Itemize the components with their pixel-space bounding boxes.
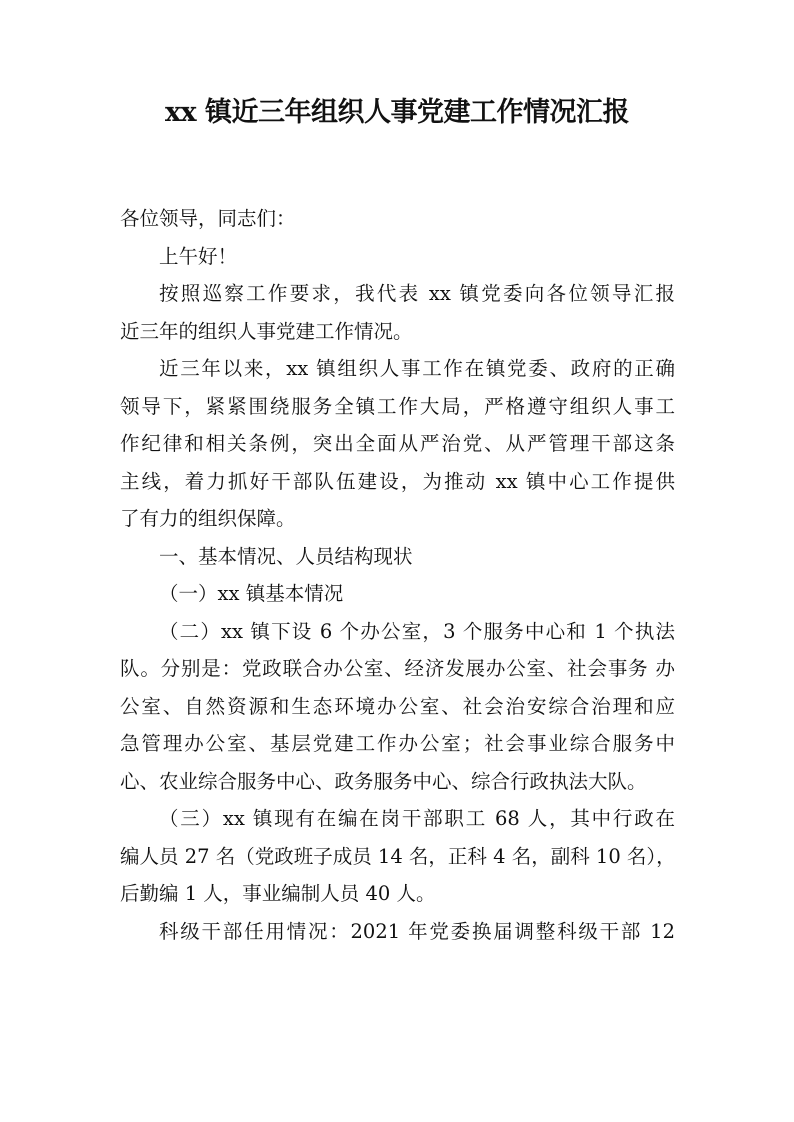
- paragraph-staff: [120, 800, 675, 913]
- paragraph-line: 科级干部任用情况：2021 年党委换届调整科级干部 12: [159, 919, 675, 943]
- greeting-line: 上午好！: [159, 244, 238, 268]
- paragraph-line: 近三年以来，xx 镇组织人事工作在镇党委、政府的正确: [159, 357, 675, 380]
- section-heading-line: 一、基本情况、人员结构现状: [159, 544, 413, 568]
- paragraph-line: 公室、自然资源和生态环境办公室、社会治安综合治理和应: [120, 694, 675, 718]
- paragraph-line: （二）xx 镇下设 6 个办公室，3 个服务中心和 1 个执法: [159, 619, 675, 643]
- paragraph-overview: [120, 350, 675, 538]
- section-heading: [120, 538, 675, 576]
- paragraph-line: 心、农业综合服务中心、政务服务中心、综合行政执法大队。: [120, 769, 647, 793]
- paragraph-line: 编人员 27 名（党政班子成员 14 名，正科 4 名，副科 10 名），: [120, 844, 676, 868]
- paragraph-line: 后勤编 1 人，事业编制人员 40 人。: [120, 882, 436, 905]
- paragraph-line: 近三年的组织人事党建工作情况。: [120, 319, 413, 343]
- salutation-line: 各位领导，同志们：: [120, 207, 296, 230]
- subsection-heading-line: （一）xx 镇基本情况: [159, 582, 344, 605]
- paragraph-line: 领导下，紧紧围绕服务全镇工作大局，严格遵守组织人事工: [120, 394, 675, 418]
- paragraph-line: 队。分别是：党政联合办公室、经济发展办公室、社会事务 办: [120, 657, 675, 680]
- paragraph-line: 了有力的组织保障。: [120, 507, 296, 530]
- greeting: [120, 238, 675, 276]
- paragraph-appointments: [120, 913, 675, 951]
- paragraph-intro: [120, 275, 675, 350]
- salutation: [120, 200, 675, 238]
- subsection-heading: [120, 575, 675, 613]
- document-title: xx 镇近三年组织人事党建工作情况汇报: [164, 97, 630, 128]
- paragraph-line: 作纪律和相关条例，突出全面从严治党、从严管理干部这条: [120, 432, 675, 455]
- document-body: [120, 200, 675, 950]
- paragraph-offices: [120, 613, 675, 801]
- paragraph-line: 主线，着力抓好干部队伍建设，为推动 xx 镇中心工作提供: [120, 469, 675, 493]
- paragraph-line: （三）xx 镇现有在编在岗干部职工 68 人，其中行政在: [159, 807, 675, 830]
- paragraph-line: 按照巡察工作要求，我代表 xx 镇党委向各位领导汇报: [159, 282, 675, 305]
- paragraph-line: 急管理办公室、基层党建工作办公室；社会事业综合服务中: [120, 732, 675, 755]
